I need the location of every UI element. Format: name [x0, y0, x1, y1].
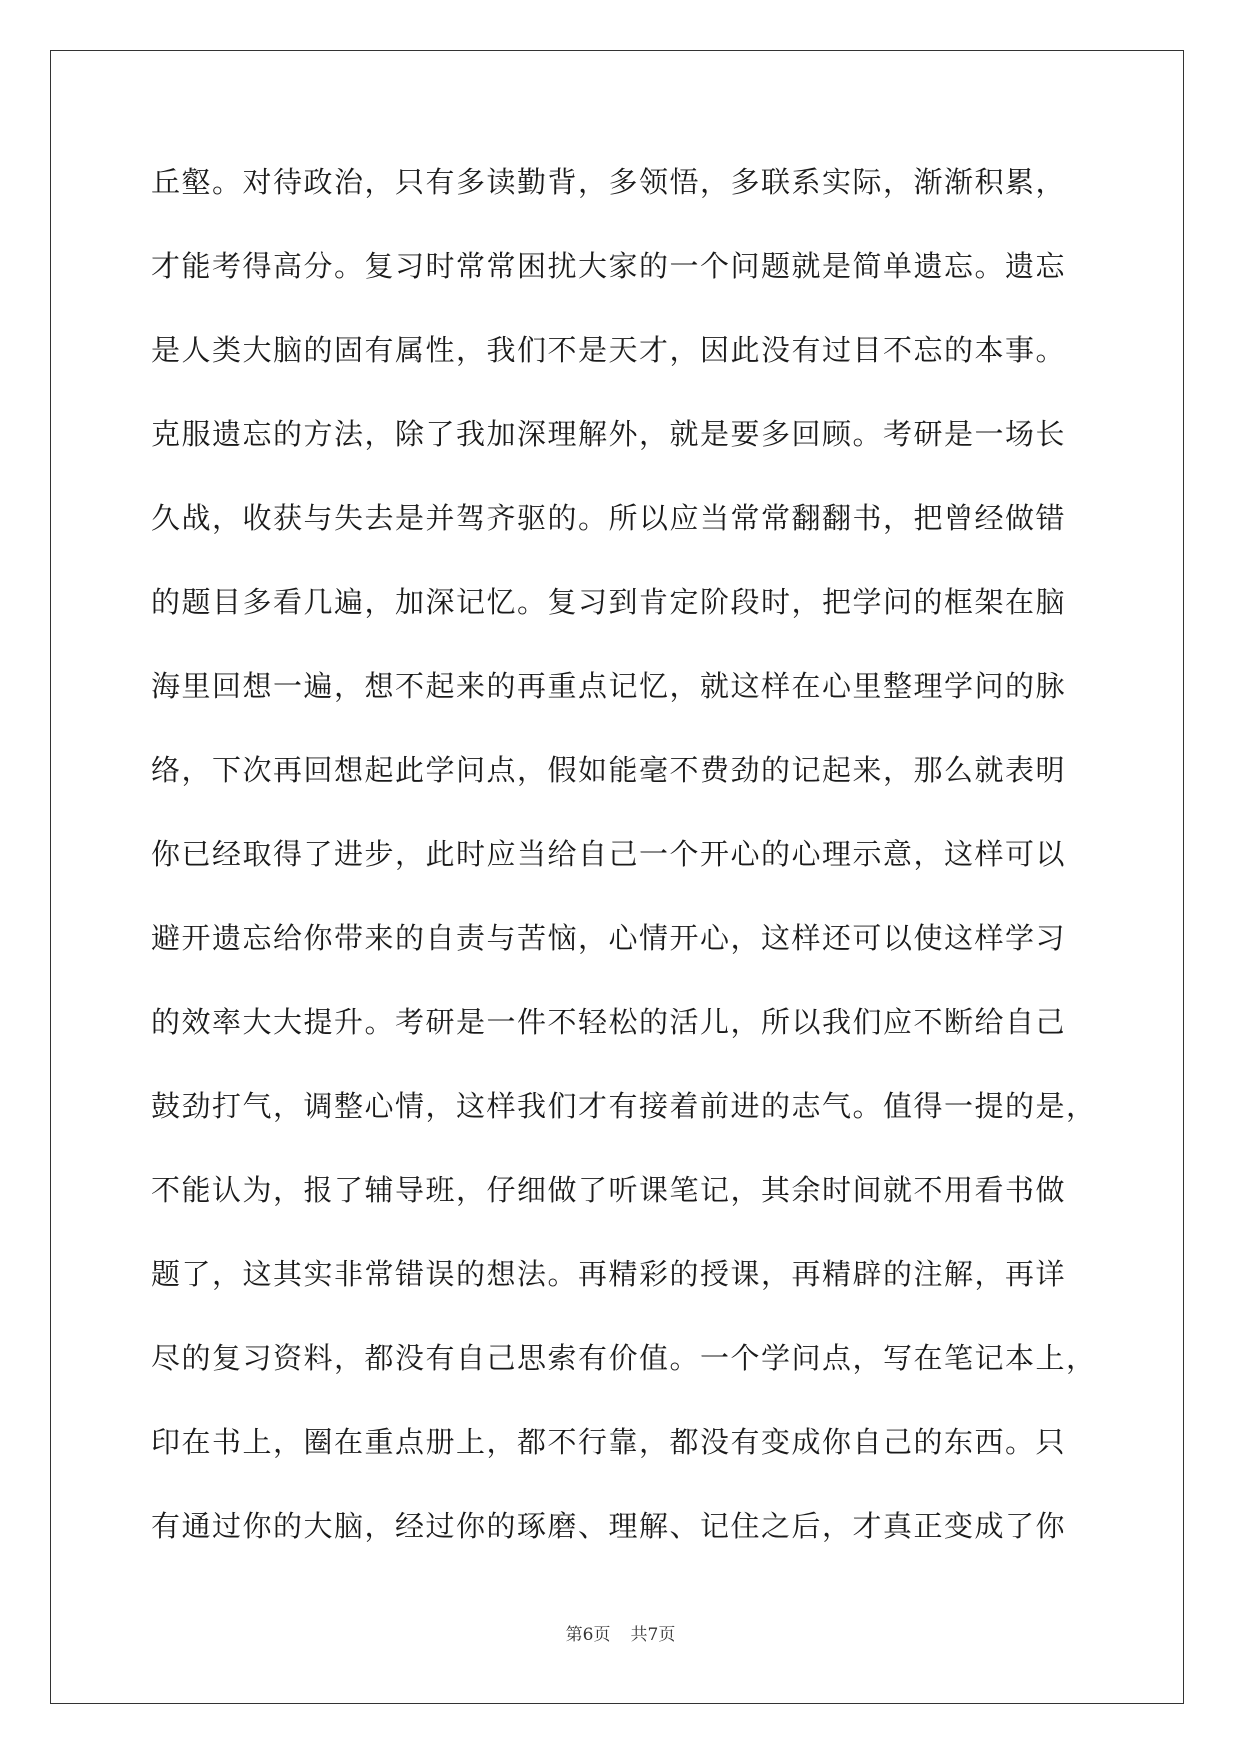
- text-line: 有通过你的大脑，经过你的琢磨、理解、记住之后，才真正变成了你: [151, 1509, 1067, 1543]
- text-line: 才能考得高分。复习时常常困扰大家的一个问题就是简单遗忘。遗忘: [151, 249, 1067, 283]
- text-line: 的效率大大提升。考研是一件不轻松的活儿，所以我们应不断给自己: [151, 1005, 1067, 1039]
- text-line: 你已经取得了进步，此时应当给自己一个开心的心理示意，这样可以: [151, 837, 1067, 871]
- document-body: [151, 152, 1101, 1580]
- text-line: 是人类大脑的固有属性，我们不是天才，因此没有过目不忘的本事。: [151, 333, 1067, 367]
- text-line: 印在书上，圈在重点册上，都不行靠，都没有变成你自己的东西。只: [151, 1425, 1067, 1459]
- text-line: 题了，这其实非常错误的想法。再精彩的授课，再精辟的注解，再详: [151, 1257, 1067, 1291]
- text-line: 的题目多看几遍，加深记忆。复习到肯定阶段时，把学问的框架在脑: [151, 585, 1067, 619]
- text-line: 尽的复习资料，都没有自己思索有价值。一个学问点，写在笔记本上，: [151, 1341, 1097, 1375]
- page-number: 第6页: [565, 1625, 611, 1645]
- text-line: 鼓劲打气，调整心情，这样我们才有接着前进的志气。值得一提的是，: [151, 1089, 1097, 1123]
- page-footer: [0, 1620, 1241, 1645]
- page-total: 共7页: [630, 1625, 676, 1645]
- text-line: 络，下次再回想起此学问点，假如能毫不费劲的记起来，那么就表明: [151, 753, 1067, 787]
- text-line: 不能认为，报了辅导班，仔细做了听课笔记，其余时间就不用看书做: [151, 1173, 1067, 1207]
- text-line: 避开遗忘给你带来的自责与苦恼，心情开心，这样还可以使这样学习: [151, 921, 1067, 955]
- text-line: 丘壑。对待政治，只有多读勤背，多领悟，多联系实际，渐渐积累，: [151, 165, 1067, 199]
- text-line: 久战，收获与失去是并驾齐驱的。所以应当常常翻翻书，把曾经做错: [151, 501, 1067, 535]
- text-line: 海里回想一遍，想不起来的再重点记忆，就这样在心里整理学问的脉: [151, 669, 1067, 703]
- text-line: 克服遗忘的方法，除了我加深理解外，就是要多回顾。考研是一场长: [151, 417, 1067, 451]
